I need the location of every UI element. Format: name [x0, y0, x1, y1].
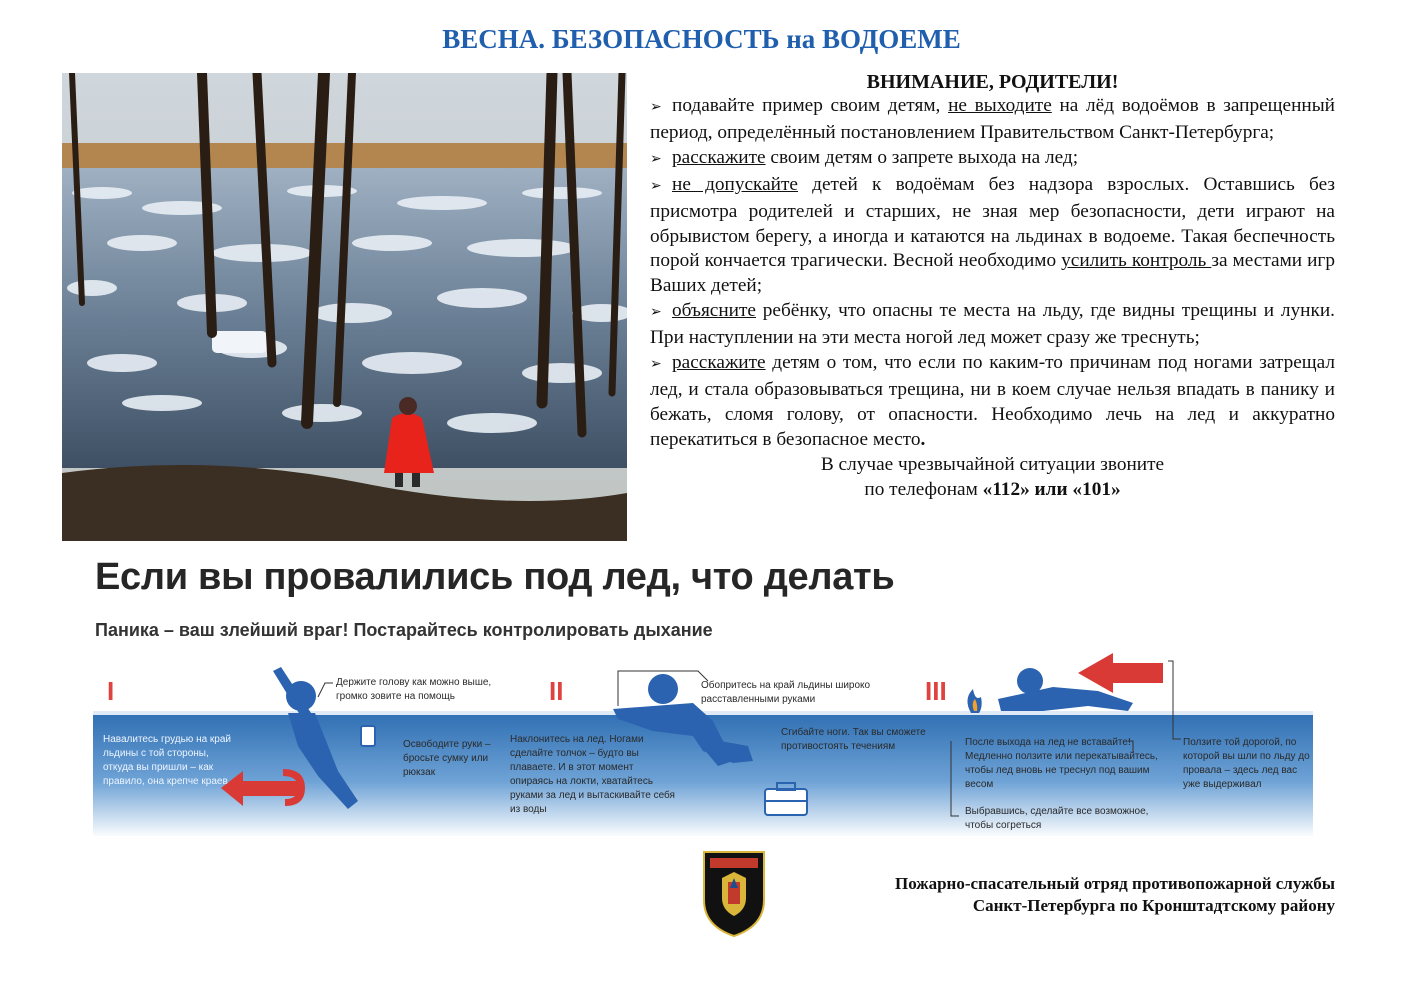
- emergency-line-1: В случае чрезвычайной ситуации звоните: [820, 453, 1165, 475]
- step1-left-text: Навалитесь грудью на край льдины с той стороны, откуда вы пришли – как правило, она крепче краев: [103, 734, 232, 787]
- infographic-title: Если вы провалились под лед, что делать: [95, 556, 895, 598]
- notice-item-2: ➢ расскажите своим детям о запрете выхода на лед;: [650, 146, 1335, 173]
- org-line-2: Санкт-Петербурга по Кронштадтскому району: [972, 896, 1335, 915]
- notice-heading: ВНИМАНИЕ, РОДИТЕЛИ!: [866, 71, 1119, 93]
- org-line-1: Пожарно-спасательный отряд противопожарной службы: [894, 874, 1335, 893]
- step2-right-text: Сгибайте ноги. Так вы сможете противостоять течениям: [781, 727, 926, 752]
- step1-mid-text: Освободите руки – бросьте сумку или рюкзак: [403, 739, 491, 778]
- bag-icon: [361, 726, 375, 746]
- step-number-2: II: [549, 676, 564, 706]
- emergency-line-2: по телефонам «112» или «101»: [864, 478, 1121, 500]
- emergency-phones: «112» или «101»: [982, 478, 1121, 500]
- arrow-bullet-icon: ➢: [650, 178, 662, 194]
- notice-item-1: ➢ подавайте пример своим детям, не выходите на лёд водоёмов в запрещенный период, определённый постановлением Правительством Санкт-Петербурга;: [650, 95, 1335, 143]
- flame-icon: [967, 689, 981, 713]
- parents-notice: [650, 70, 1335, 503]
- infographic-subtitle: Паника – ваш злейший враг! Постарайтесь контролировать дыхание: [95, 620, 713, 640]
- arrow-bullet-icon: ➢: [650, 357, 662, 373]
- notice-item-3: ➢ не допускайте детей к водоёмам без надзора взрослых. Оставшись без присмотра родителей и старших, не зная мер безопасности, дети играют на обрывистом берегу, а иногда и катаются на льдинах в водоеме. Такая беспечность порой кончается трагически. Весной необходимо усилить контроль за местами игр Ваших детей;: [650, 173, 1335, 297]
- notice-item-5: ➢ расскажите детям о том, что если по каким-то причинам под ногами затрещал лед, и стала образовываться трещина, ни в коем случае нельзя впадать в панику и бежать, сломя голову, от опасности. Необходимо лечь на лед и аккуратно перекатиться в безопасное место.: [650, 352, 1335, 450]
- step-number-3: III: [925, 676, 947, 706]
- arrow-bullet-icon: ➢: [650, 100, 662, 115]
- crawl-back-arrow-icon: [1078, 651, 1163, 693]
- fire-service-emblem-icon: [700, 848, 768, 938]
- photo-river-ice: [62, 73, 627, 541]
- step3-b-text: Выбравшись, сделайте все возможное, чтобы согреться: [965, 806, 1149, 831]
- step3-c-text: Ползите той дорогой, по которой вы шли по льду до провала – здесь лед вас уже выдерживал: [1183, 737, 1310, 790]
- arrow-bullet-icon: ➢: [650, 305, 662, 321]
- step3-a-text: После выхода на лед не вставайте! Медленно ползите или перекатывайтесь, чтобы лед вновь не треснул под вашим весом: [965, 737, 1158, 790]
- organization-footer: [895, 873, 1335, 917]
- arrow-bullet-icon: ➢: [650, 151, 662, 167]
- step-number-1: I: [107, 676, 115, 706]
- notice-item-4: ➢ объясните ребёнку, что опасны те места на льду, где видны трещины и лунки. При наступлении на эти места ногой лед может сразу же треснуть;: [650, 300, 1335, 349]
- page-title: ВЕСНА. БЕЗОПАСНОСТЬ на ВОДОЕМЕ: [442, 24, 961, 54]
- step2-left-text: Наклонитесь на лед. Ногами сделайте толчок – будто вы плаваете. И в этот момент опираясь на локти, хватайтесь руками за лед и вытаскивайте себя из воды: [510, 734, 675, 815]
- ice-rescue-infographic: [93, 556, 1313, 836]
- step2-top-text: Обопритесь на край льдины широко расставленными руками: [701, 680, 871, 705]
- step1-head-text: Держите голову как можно выше, громко зовите на помощь: [336, 677, 492, 702]
